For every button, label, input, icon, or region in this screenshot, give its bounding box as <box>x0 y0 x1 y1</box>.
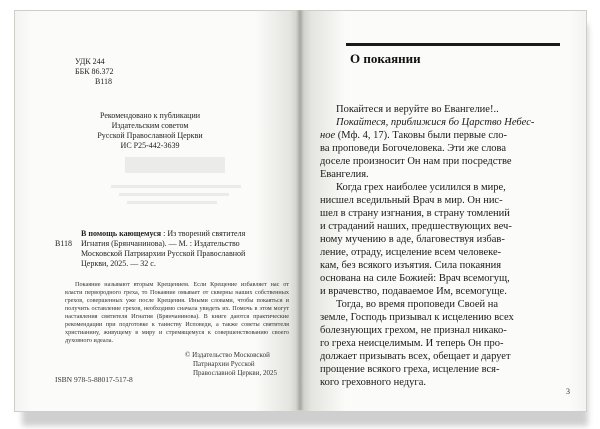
body-line: кам, без всякого изъятия. Сила покаяния <box>320 260 502 271</box>
bbk-line: ББК 86.372 <box>75 67 114 76</box>
heading-rule <box>346 43 560 46</box>
biblio-title: В помощь кающемуся <box>81 229 162 238</box>
body-line: должает призывать всех, обещает и дарует <box>320 351 511 362</box>
copyright-line: Патриархии Русской <box>193 360 255 368</box>
recommend-line: Русской Православной Церкви <box>97 131 203 140</box>
biblio-subtitle: : Из творений святителя <box>161 229 246 238</box>
body-line: ва проповеди Богочеловека. Эти же слова <box>320 143 507 154</box>
body-line: и врачевство, подаваемое Им, всемогуще. <box>320 286 507 297</box>
right-page <box>300 10 587 412</box>
body-line: Покайтеся, приближися бо Царство Небес- <box>336 117 535 128</box>
body-line: го греха неисцелимым. И теперь Он про- <box>320 338 504 349</box>
udk-block <box>75 57 114 87</box>
body-line: ное (Мф. 4, 17). Таковы были первые сло- <box>320 130 508 141</box>
author-mark-line: В118 <box>95 77 113 86</box>
copyright-line: Православной Церкви, 2025 <box>193 369 277 377</box>
body-line: Евангелия. <box>320 169 369 180</box>
body-line: ному мучению в аде, благовествуя избав- <box>320 234 505 245</box>
biblio-line: Московской Патриархии Русской Православной <box>81 249 246 258</box>
body-line: Покайтеся и веруйте во Евангелие!.. <box>336 104 499 115</box>
body-line: доселе произносит Он нам при посредстве <box>320 156 512 167</box>
body-line: основана на силе Божией: Врач всемогущ, <box>320 273 510 284</box>
recommend-line: Рекомендовано к публикации <box>99 111 201 120</box>
body-line: ление, отраду, исцеление всем человеке- <box>320 247 502 258</box>
book-gutter <box>296 10 304 410</box>
body-line: шел в страну изгнания, в страну томлений <box>320 208 510 219</box>
biblio-code: В118 <box>55 239 73 248</box>
biblio-entry <box>81 229 295 269</box>
recommendation-block <box>75 111 225 151</box>
body-line: нисшел вседильный Врач в мир. Он нис- <box>320 195 503 206</box>
body-line: Тогда, во время проповеди Своей на <box>336 299 499 310</box>
recommend-line: ИС Р25-442-3639 <box>120 141 180 150</box>
body-line: и страданий наших, предшествующих веч- <box>320 221 512 232</box>
copyright-block <box>185 351 277 378</box>
body-line: кого греховного недуга. <box>320 377 426 388</box>
annotation <box>65 281 289 345</box>
biblio-line: Церкви, 2025. — 32 с. <box>81 259 156 268</box>
left-page <box>14 10 301 412</box>
body-line: Когда грех наиболее усилился в мире, <box>336 182 506 193</box>
body-line: земле, Господь призывал к исцелению всех <box>320 312 514 323</box>
annotation-paragraph: Покаяние называют вторым Крещением. Если Крещение избавляет нас от власти первородного греха, то Покаяние омывает от скверны наших собственных грехов, совершенных уже после Крещения. Иными словами, чтобы покаяться и получить оставление грехов, необходимо сначала увидеть их. Помочь в этом могут наставления святителя Игнатия (Брянчанинова). В книге даются практические рекомендации при подготовке к таинству Исповеди, а также советы святителя христианину, живущему в миру и стремящемуся к совершенствованию своего духовного идеала. <box>65 281 289 344</box>
body-line: болезнующих грехом, не признал никако- <box>320 325 507 336</box>
recommend-line: Издательским советом <box>111 121 189 130</box>
isbn: ISBN 978-5-88017-517-8 <box>55 375 133 384</box>
body-line: прощение всякого греха, исцеление вся- <box>320 364 500 375</box>
udk-line: УДК 244 <box>75 57 105 66</box>
chapter-heading: О покаянии <box>350 51 421 66</box>
open-book <box>14 10 586 418</box>
biblio-line: Игнатия (Брянчанинова). — М. : Издательство <box>81 239 240 248</box>
page-number: 3 <box>566 387 570 396</box>
copyright-line: © Издательство Московской <box>185 351 270 359</box>
chapter-body <box>320 103 570 389</box>
